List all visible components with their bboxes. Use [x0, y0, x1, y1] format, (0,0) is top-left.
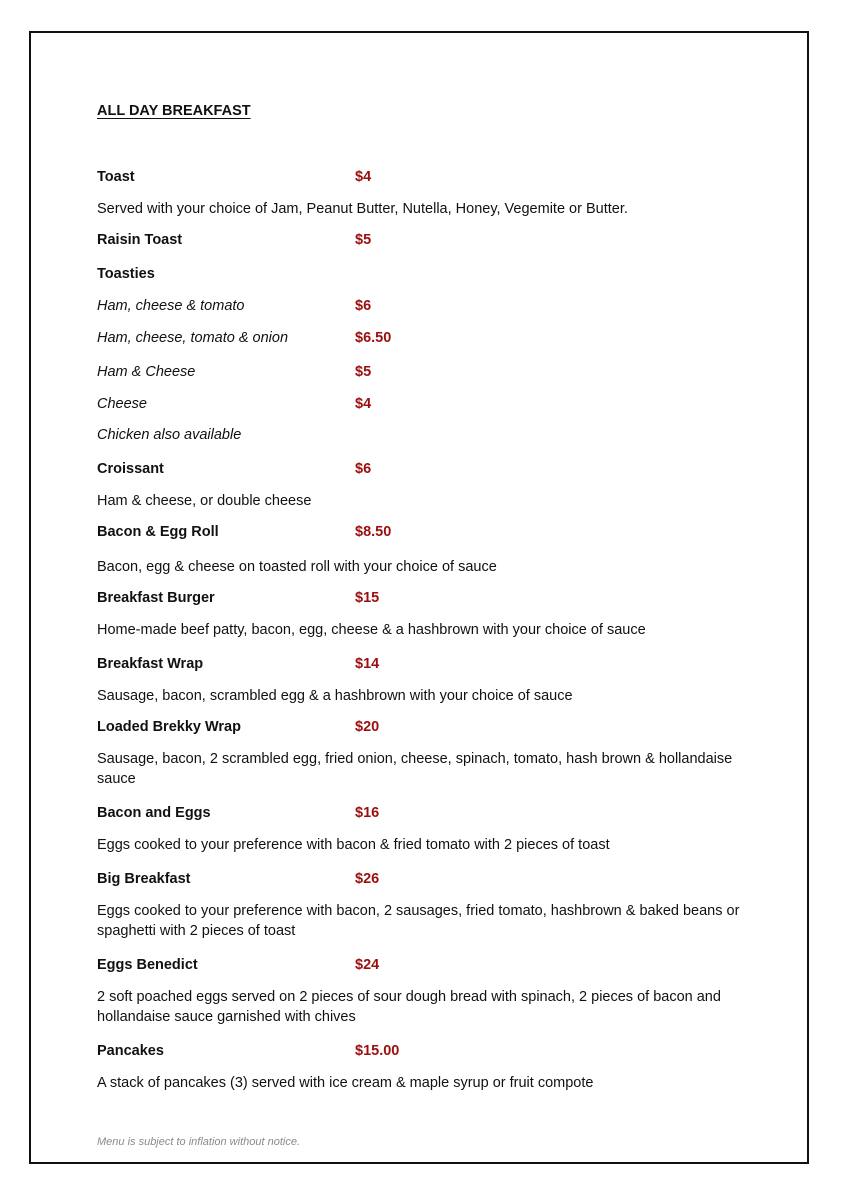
footnote: Menu is subject to inflation without notice. — [97, 1136, 301, 1148]
toastie-price: $6.50 — [355, 330, 392, 346]
item-price-bacon-and-eggs: $16 — [355, 805, 380, 821]
item-name-eggs-benedict: Eggs Benedict — [97, 957, 198, 973]
item-price-pancakes: $15.00 — [355, 1043, 400, 1059]
item-price-toast: $4 — [355, 169, 372, 185]
item-desc-eggs-benedict: 2 soft poached eggs served on 2 pieces of sour dough bread with spinach, 2 pieces of bacon and hollandaise sauce garnished with chives — [97, 989, 721, 1025]
toastie-name: Ham, cheese & tomato — [97, 298, 245, 314]
item-desc-pancakes: A stack of pancakes (3) served with ice cream & maple syrup or fruit compote — [97, 1075, 594, 1091]
item-name-croissant: Croissant — [97, 461, 164, 477]
item-price-breakfast-wrap: $14 — [355, 656, 380, 672]
item-desc-bacon-and-eggs: Eggs cooked to your preference with bacon & fried tomato with 2 pieces of toast — [97, 837, 610, 853]
toastie-price: $4 — [355, 396, 372, 412]
item-price-loaded-brekky-wrap: $20 — [355, 719, 380, 735]
item-name-breakfast-burger: Breakfast Burger — [97, 590, 215, 606]
item-name-breakfast-wrap: Breakfast Wrap — [97, 656, 204, 672]
item-name-loaded-brekky-wrap: Loaded Brekky Wrap — [97, 719, 241, 735]
toasties-heading: Toasties — [97, 266, 155, 282]
item-name-pancakes: Pancakes — [97, 1043, 164, 1059]
item-desc-breakfast-wrap: Sausage, bacon, scrambled egg & a hashbrown with your choice of sauce — [97, 688, 573, 704]
toastie-price: $5 — [355, 364, 372, 380]
toastie-name: Ham & Cheese — [97, 364, 196, 380]
section-title: ALL DAY BREAKFAST — [97, 103, 251, 119]
item-desc-bacon-egg-roll: Bacon, egg & cheese on toasted roll with your choice of sauce — [97, 559, 497, 575]
item-desc-loaded-brekky-wrap: Sausage, bacon, 2 scrambled egg, fried onion, cheese, spinach, tomato, hash brown & hollandaise sauce — [97, 751, 733, 787]
item-name-bacon-and-eggs: Bacon and Eggs — [97, 805, 211, 821]
item-name-bacon-egg-roll: Bacon & Egg Roll — [97, 524, 219, 540]
item-name-toast: Toast — [97, 169, 135, 185]
item-name-big-breakfast: Big Breakfast — [97, 871, 191, 887]
item-desc-big-breakfast: Eggs cooked to your preference with bacon, 2 sausages, fried tomato, hashbrown & baked beans or spaghetti with 2 pieces of toast — [97, 903, 740, 939]
toastie-price: $6 — [355, 298, 372, 314]
item-price-big-breakfast: $26 — [355, 871, 380, 887]
item-price-raisin-toast: $5 — [355, 232, 372, 248]
item-name-raisin-toast: Raisin Toast — [97, 232, 183, 248]
item-price-eggs-benedict: $24 — [355, 957, 380, 973]
item-price-croissant: $6 — [355, 461, 372, 477]
toastie-name: Ham, cheese, tomato & onion — [97, 330, 289, 346]
toasties-note: Chicken also available — [97, 427, 242, 443]
item-price-bacon-egg-roll: $8.50 — [355, 524, 392, 540]
item-desc-breakfast-burger: Home-made beef patty, bacon, egg, cheese & a hashbrown with your choice of sauce — [97, 622, 646, 638]
item-desc-croissant: Ham & cheese, or double cheese — [97, 493, 312, 509]
item-desc-toast: Served with your choice of Jam, Peanut Butter, Nutella, Honey, Vegemite or Butter. — [97, 201, 628, 217]
item-price-breakfast-burger: $15 — [355, 590, 380, 606]
toastie-name: Cheese — [97, 396, 147, 412]
